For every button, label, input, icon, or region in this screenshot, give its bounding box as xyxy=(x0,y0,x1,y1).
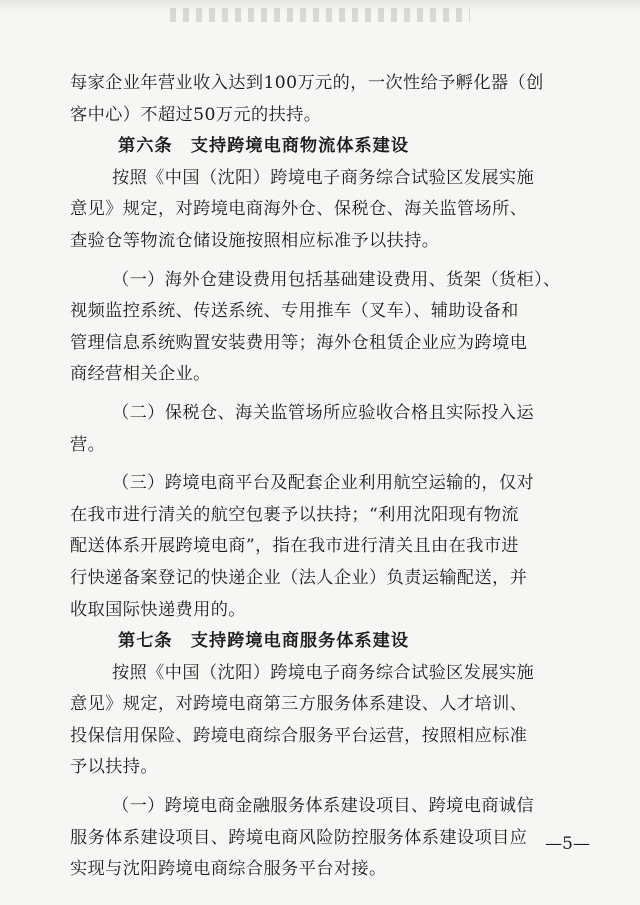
body-line: 视频监控系统、传送系统、专用推车（叉车）、辅助设备和 xyxy=(70,301,519,322)
body-line: 实现与沈阳跨境电商综合服务平台对接。 xyxy=(70,859,387,880)
body-line: 配送体系开展跨境电商”，指在我市进行清关且由在我市进 xyxy=(70,536,519,557)
body-line: 收取国际快递费用的。 xyxy=(70,599,246,620)
page-number: —5— xyxy=(545,834,590,854)
article-heading-7: 第七条 支持跨境电商服务体系建设 xyxy=(118,631,410,652)
body-line: 按照《中国（沈阳）跨境电子商务综合试验区发展实施 xyxy=(112,662,535,683)
body-line: 投保信用保险、跨境电商综合服务平台运营，按照相应标准 xyxy=(70,725,528,746)
body-line: 商经营相关企业。 xyxy=(70,364,211,385)
body-line: （三）跨境电商平台及配套企业利用航空运输的，仅对 xyxy=(112,473,535,494)
body-line: 营。 xyxy=(70,434,106,455)
body-line: 在我市进行清关的航空包裹予以扶持；“利用沈阳现有物流 xyxy=(70,504,519,525)
article-heading-6: 第六条 支持跨境电商物流体系建设 xyxy=(118,136,410,157)
body-line: （一）海外仓建设费用包括基础建设费用、货架（货柜）、 xyxy=(112,269,561,290)
bleed-through-marks xyxy=(170,8,470,22)
body-line: 予以扶持。 xyxy=(70,757,158,778)
paragraph-gap xyxy=(70,391,590,398)
body-line: 意见》规定，对跨境电商海外仓、保税仓、海关监管场所、 xyxy=(70,199,528,220)
paragraph-gap xyxy=(70,258,590,265)
body-line: 行快递备案登记的快递企业（法人企业）负责运输配送，并 xyxy=(70,567,528,588)
body-line: 每家企业年营业收入达到100万元的，一次性给予孵化器（创 xyxy=(70,73,544,93)
body-line: 查验仓等物流仓储设施按照相应标准予以扶持。 xyxy=(70,230,440,251)
body-line: 管理信息系统购置安装费用等；海外仓租赁企业应为跨境电 xyxy=(70,332,528,353)
paragraph-gap xyxy=(70,461,590,468)
body-line: 按照《中国（沈阳）跨境电子商务综合试验区发展实施 xyxy=(112,167,535,188)
document-body xyxy=(70,68,590,886)
body-line: 客中心）不超过50万元的扶持。 xyxy=(70,104,322,125)
body-line: （二）保税仓、海关监管场所应验收合格且实际投入运 xyxy=(112,402,535,423)
paragraph-gap xyxy=(70,784,590,791)
body-line: （一）跨境电商金融服务体系建设项目、跨境电商诚信 xyxy=(112,796,535,817)
body-line: 意见》规定，对跨境电商第三方服务体系建设、人才培训、 xyxy=(70,694,528,715)
body-line: 服务体系建设项目、跨境电商风险防控服务体系建设项目应 xyxy=(70,827,528,848)
